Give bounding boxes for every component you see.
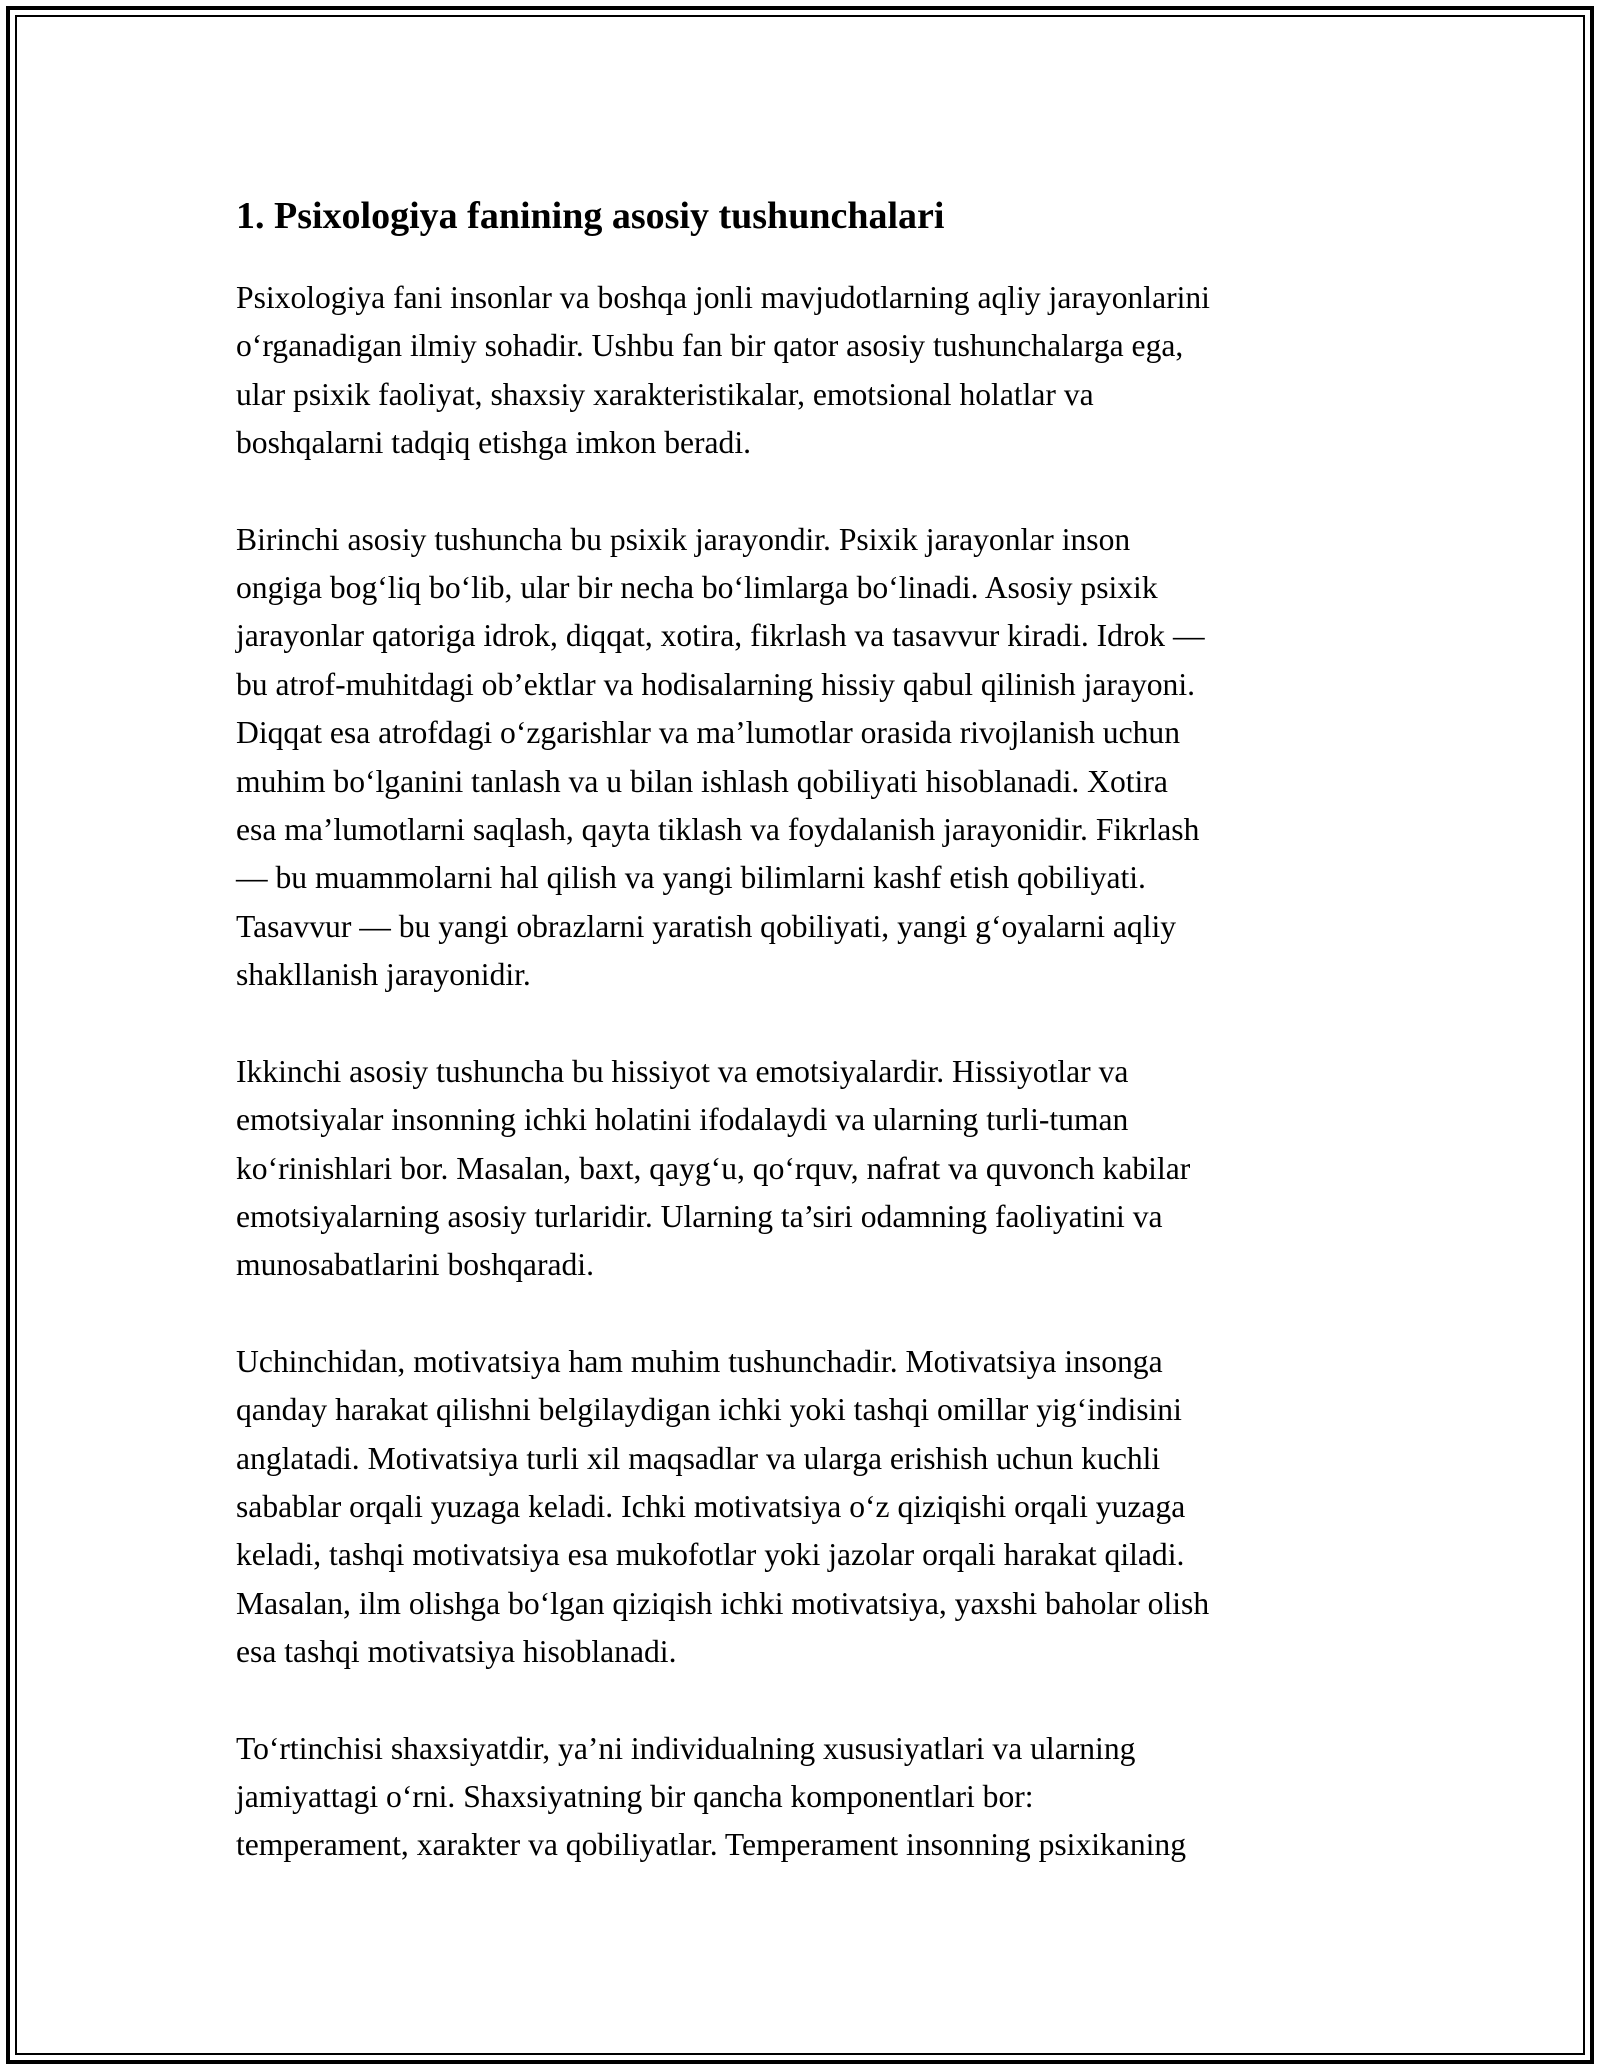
text-line: Ikkinchi asosiy tushuncha bu hissiyot va emotsiyalardir. Hissiyotlar va (236, 1053, 1129, 1089)
text-line: anglatadi. Motivatsiya turli xil maqsadlar va ularga erishish uchun kuchli (236, 1440, 1161, 1476)
text-line: ko‘rinishlari bor. Masalan, baxt, qayg‘u, qo‘rquv, nafrat va quvonch kabilar (236, 1150, 1191, 1186)
text-line: — bu muammolarni hal qilish va yangi bilimlarni kashf etish qobiliyati. (236, 860, 1146, 896)
document-body (236, 188, 1372, 1918)
text-line: emotsiyalarning asosiy turlaridir. Ularning ta’siri odamning faoliyatini va (236, 1198, 1163, 1234)
section-heading: 1. Psixologiya fanining asosiy tushunchalari (236, 195, 945, 237)
text-line: Uchinchidan, motivatsiya ham muhim tushunchadir. Motivatsiya insonga (236, 1343, 1163, 1379)
text-line: esa tashqi motivatsiya hisoblanadi. (236, 1634, 677, 1670)
paragraph-emotions (236, 1048, 1372, 1290)
text-line: Tasavvur — bu yangi obrazlarni yaratish qobiliyati, yangi g‘oyalarni aqliy (236, 908, 1177, 944)
text-line: ular psixik faoliyat, shaxsiy xarakteristikalar, emotsional holatlar va (236, 376, 1094, 412)
paragraph-psychic-processes (236, 516, 1372, 1000)
text-line: To‘rtinchisi shaxsiyatdir, ya’ni individualning xususiyatlari va ularning (236, 1730, 1136, 1766)
paragraph-intro (236, 274, 1372, 468)
text-line: temperament, xarakter va qobiliyatlar. Temperament insonning psixikaning (236, 1827, 1187, 1863)
paragraph-personality (236, 1725, 1372, 1870)
text-line: munosabatlarini boshqaradi. (236, 1247, 594, 1283)
text-line: jarayonlar qatoriga idrok, diqqat, xotira, fikrlash va tasavvur kiradi. Idrok — (236, 618, 1205, 654)
text-line: o‘rganadigan ilmiy sohadir. Ushbu fan bir qator asosiy tushunchalarga ega, (236, 328, 1184, 364)
text-line: ongiga bog‘liq bo‘lib, ular bir necha bo‘limlarga bo‘linadi. Asosiy psixik (236, 570, 1158, 606)
text-line: muhim bo‘lganini tanlash va u bilan ishlash qobiliyati hisoblanadi. Xotira (236, 763, 1168, 799)
text-line: jamiyattagi o‘rni. Shaxsiyatning bir qancha komponentlari bor: (236, 1778, 1034, 1814)
text-line: boshqalarni tadqiq etishga imkon beradi. (236, 425, 752, 461)
paragraph-motivation (236, 1338, 1372, 1677)
text-line: qanday harakat qilishni belgilaydigan ichki yoki tashqi omillar yig‘indisini (236, 1392, 1182, 1428)
text-line: shakllanish jarayonidir. (236, 957, 531, 993)
text-line: Diqqat esa atrofdagi o‘zgarishlar va ma’lumotlar orasida rivojlanish uchun (236, 715, 1180, 751)
text-line: esa ma’lumotlarni saqlash, qayta tiklash va foydalanish jarayonidir. Fikrlash (236, 812, 1200, 848)
text-line: Birinchi asosiy tushuncha bu psixik jarayondir. Psixik jarayonlar inson (236, 521, 1131, 557)
text-line: bu atrof-muhitdagi ob’ektlar va hodisalarning hissiy qabul qilinish jarayoni. (236, 666, 1196, 702)
text-line: sabablar orqali yuzaga keladi. Ichki motivatsiya o‘z qiziqishi orqali yuzaga (236, 1488, 1186, 1524)
text-line: emotsiyalar insonning ichki holatini ifodalaydi va ularning turli-tuman (236, 1102, 1129, 1138)
text-line: Masalan, ilm olishga bo‘lgan qiziqish ichki motivatsiya, yaxshi baholar olish (236, 1585, 1210, 1621)
text-line: Psixologiya fani insonlar va boshqa jonli mavjudotlarning aqliy jarayonlarini (236, 280, 1210, 315)
text-line: keladi, tashqi motivatsiya esa mukofotlar yoki jazolar orqali harakat qiladi. (236, 1537, 1185, 1573)
